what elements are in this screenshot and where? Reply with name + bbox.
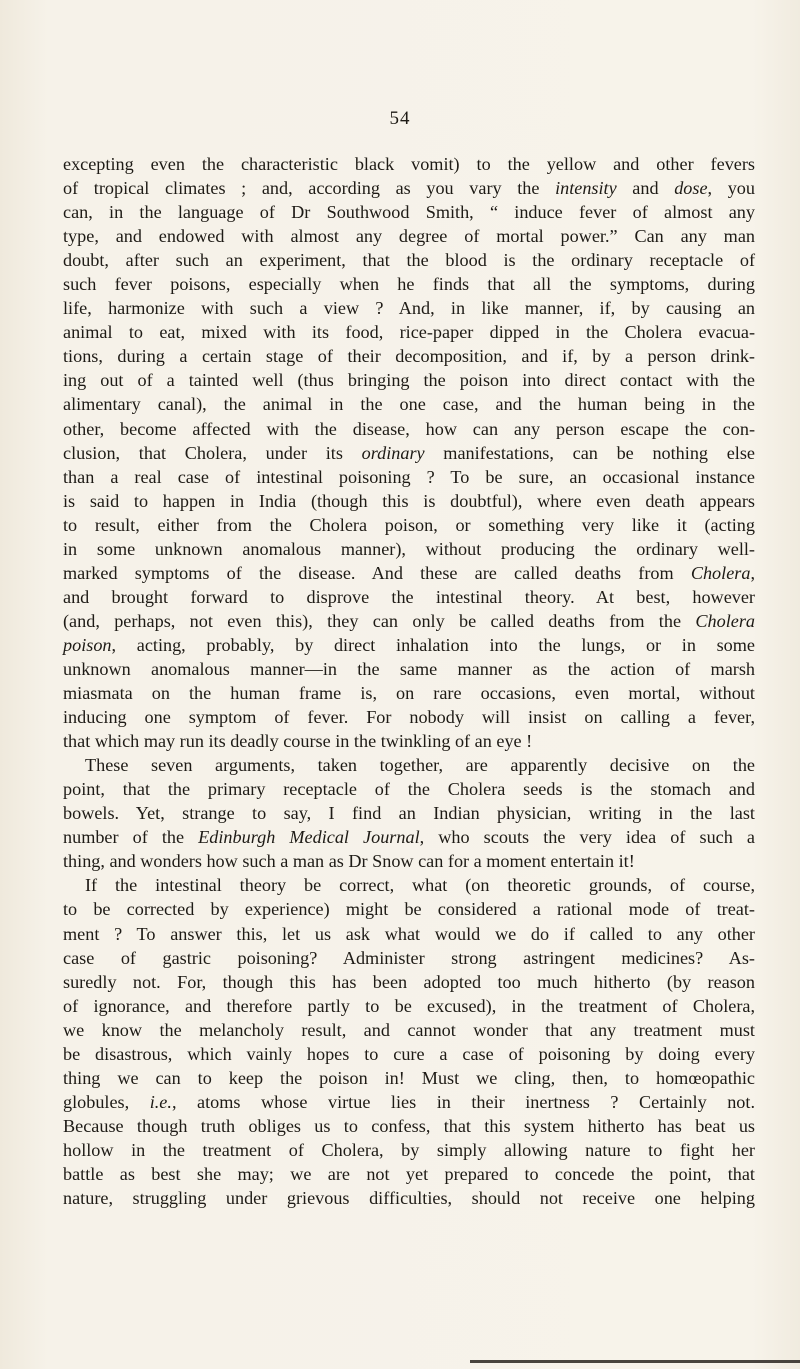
text-line: ing out of a tainted well (thus bringing the poison into direct contact with the — [63, 370, 755, 391]
text-line: battle as best she may; we are not yet prepared to concede the point, that — [63, 1163, 755, 1184]
page-number: 54 — [389, 108, 411, 129]
text-line: globules, i.e., atoms whose virtue lies in their inertness ? Certainly not. — [63, 1091, 755, 1112]
text-line: ment ? To answer this, let us ask what would we do if called to any other — [63, 923, 755, 944]
text-line: case of gastric poisoning? Administer strong astringent medicines? As- — [63, 947, 755, 968]
text-line: is said to happen in India (though this is doubtful), where even death appears — [63, 490, 755, 511]
text-line: to be corrected by experience) might be considered a rational mode of treat- — [63, 899, 755, 920]
text-line: than a real case of intestinal poisoning ? To be sure, an occasional instance — [63, 466, 755, 487]
text-line: point, that the primary receptacle of the Cholera seeds is the stomach and — [63, 779, 755, 800]
text-line: poison, acting, probably, by direct inhalation into the lungs, or in some — [63, 634, 755, 655]
page-edge-rule — [470, 1360, 800, 1363]
text-line: hollow in the treatment of Cholera, by simply allowing nature to fight her — [63, 1139, 755, 1160]
text-line: miasmata on the human frame is, on rare occasions, even mortal, without — [63, 683, 755, 704]
text-line: clusion, that Cholera, under its ordinary manifestations, can be nothing else — [63, 442, 755, 463]
text-line: If the intestinal theory be correct, what (on theoretic grounds, of course, — [85, 875, 755, 896]
text-line: thing we can to keep the poison in! Must we cling, then, to homœopathic — [63, 1067, 755, 1088]
text-line: Because though truth obliges us to confess, that this system hitherto has beat us — [63, 1115, 755, 1136]
text-line: (and, perhaps, not even this), they can only be called deaths from the Cholera — [63, 610, 755, 631]
text-line: These seven arguments, taken together, are apparently decisive on the — [85, 755, 755, 776]
text-line: tions, during a certain stage of their decomposition, and if, by a person drink- — [63, 346, 755, 367]
text-line: animal to eat, mixed with its food, rice-paper dipped in the Cholera evacua- — [63, 322, 755, 343]
text-line: inducing one symptom of fever. For nobody will insist on calling a fever, — [63, 707, 755, 728]
text-line: bowels. Yet, strange to say, I find an Indian physician, writing in the last — [63, 803, 755, 824]
text-line: type, and endowed with almost any degree of mortal power.” Can any man — [63, 226, 755, 247]
text-line: nature, struggling under grievous difficulties, should not receive one helping — [63, 1188, 755, 1209]
text-line: such fever poisons, especially when he finds that all the symptoms, during — [63, 274, 755, 295]
text-line: marked symptoms of the disease. And these are called deaths from Cholera, — [63, 562, 755, 583]
text-line: alimentary canal), the animal in the one case, and the human being in the — [63, 394, 755, 415]
text-line: of ignorance, and therefore partly to be excused), in the treatment of Cholera, — [63, 995, 755, 1016]
text-line: in some unknown anomalous manner), without producing the ordinary well- — [63, 538, 755, 559]
text-line: excepting even the characteristic black vomit) to the yellow and other fevers — [63, 154, 755, 174]
text-line: and brought forward to disprove the intestinal theory. At best, however — [63, 586, 755, 607]
text-line: doubt, after such an experiment, that the blood is the ordinary receptacle of — [63, 250, 755, 271]
text-line: thing, and wonders how such a man as Dr Snow can for a moment entertain it! — [63, 851, 635, 872]
text-line: life, harmonize with such a view ? And, in like manner, if, by causing an — [63, 298, 755, 319]
text-line: suredly not. For, though this has been adopted too much hitherto (by reason — [63, 971, 755, 992]
text-line: that which may run its deadly course in the twinkling of an eye ! — [63, 731, 533, 752]
text-line: to result, either from the Cholera poison, or something very like it (acting — [63, 514, 755, 535]
text-line: can, in the language of Dr Southwood Smith, “ induce fever of almost any — [63, 202, 755, 223]
text-line: number of the Edinburgh Medical Journal, who scouts the very idea of such a — [63, 827, 756, 848]
text-line: unknown anomalous manner—in the same manner as the action of marsh — [63, 658, 755, 679]
text-line: other, become affected with the disease, how can any person escape the con- — [63, 418, 755, 439]
text-line: we know the melancholy result, and cannot wonder that any treatment must — [63, 1019, 755, 1040]
text-line: of tropical climates ; and, according as you vary the intensity and dose, you — [63, 178, 755, 199]
body-text — [63, 152, 755, 1210]
text-line: be disastrous, which vainly hopes to cure a case of poisoning by doing every — [63, 1043, 755, 1064]
